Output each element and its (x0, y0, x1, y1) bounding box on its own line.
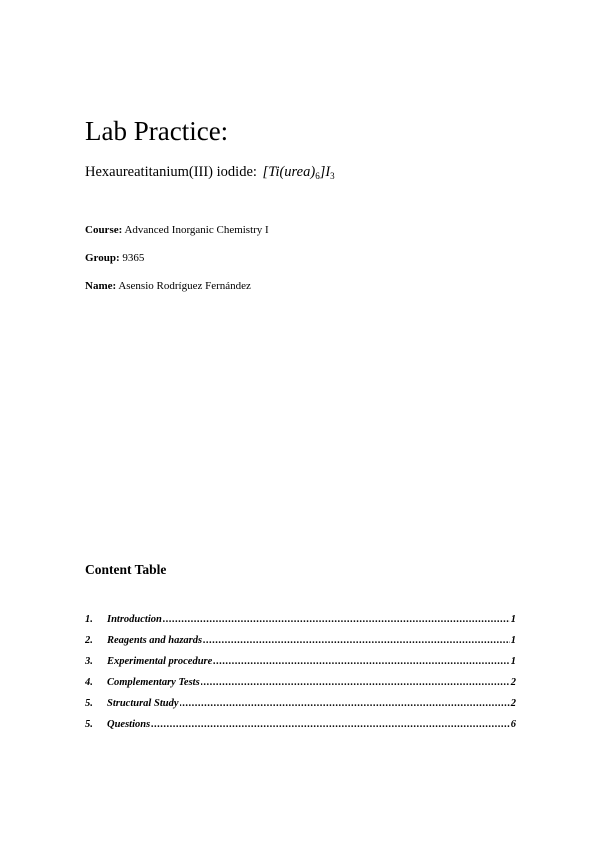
toc-entry-number: 3. (85, 656, 93, 667)
toc-entry[interactable] (85, 719, 516, 740)
toc-leader-dots (151, 719, 510, 730)
toc-entry[interactable] (85, 614, 516, 635)
toc-entry-page: 2 (510, 677, 516, 688)
toc-entry-label: Complementary Tests (107, 677, 200, 688)
toc-leader-dots (201, 677, 510, 688)
toc-entry-label: Experimental procedure (107, 656, 213, 667)
subtitle-text: Hexaureatitanium(III) iodide: (85, 164, 257, 180)
toc-entry-page: 6 (510, 719, 516, 730)
toc-entry-page: 1 (510, 656, 516, 667)
course-value: Advanced Inorganic Chemistry I (124, 224, 269, 236)
course-label: Course: (85, 224, 123, 236)
document-subtitle (85, 162, 335, 186)
group-line (85, 251, 144, 266)
toc-entry-number: 2. (85, 635, 93, 646)
toc-leader-dots (203, 635, 510, 646)
toc-entry-label: Structural Study (107, 698, 179, 709)
name-label: Name: (85, 280, 117, 292)
toc-entry-page: 2 (510, 698, 516, 709)
group-value: 9365 (122, 252, 145, 264)
toc-entry-page: 1 (510, 614, 516, 625)
toc-leader-dots (180, 698, 510, 709)
toc-entry[interactable] (85, 635, 516, 656)
formula-part-open: [Ti(urea) (262, 164, 316, 180)
toc-entry-page: 1 (510, 635, 516, 646)
course-line (85, 223, 269, 238)
formula-subscript-3: 3 (330, 171, 335, 181)
name-line (85, 279, 251, 294)
toc-entry-label: Reagents and hazards (107, 635, 203, 646)
toc-entry[interactable] (85, 677, 516, 698)
name-value: Asensio Rodríguez Fernández (118, 280, 251, 292)
formula-part-mid: ]I (319, 164, 331, 180)
toc-leader-dots (163, 614, 510, 625)
toc-entry-label: Introduction (107, 614, 162, 625)
toc-entry-number: 4. (85, 677, 93, 688)
chemical-formula (263, 164, 335, 180)
toc-entry-number: 1. (85, 614, 93, 625)
toc-entry[interactable] (85, 698, 516, 719)
document-title: Lab Practice: (85, 116, 229, 146)
formula-subscript-6: 6 (315, 171, 320, 181)
toc-entry-number: 5. (85, 719, 93, 730)
toc-entry[interactable] (85, 656, 516, 677)
toc-entry-number: 5. (85, 698, 93, 709)
group-label: Group: (85, 252, 120, 264)
toc-heading: Content Table (85, 562, 167, 577)
table-of-contents (85, 614, 516, 740)
toc-entry-label: Questions (107, 719, 151, 730)
toc-leader-dots (213, 656, 509, 667)
